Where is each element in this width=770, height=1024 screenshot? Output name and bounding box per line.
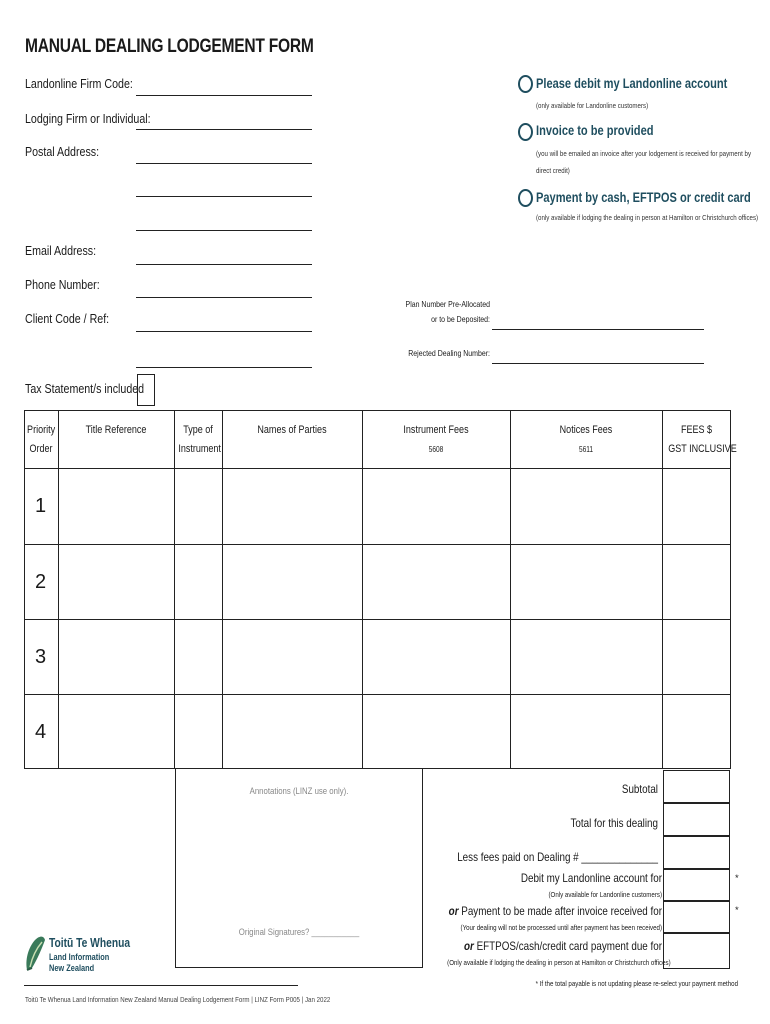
- subtotal-label: Subtotal: [621, 782, 658, 796]
- header-notices-fees-code: 5611: [578, 445, 594, 454]
- client-field-2[interactable]: [136, 367, 312, 368]
- logo-line2: Land Information: [49, 952, 110, 962]
- row-number: 2: [35, 571, 47, 593]
- footer-text: Toitū Te Whenua Land Information New Zealand Manual Dealing Lodgement Form | LINZ Form P005 | Jan 2022: [25, 995, 331, 1004]
- payment-note-invoice-2: direct credit): [536, 166, 570, 175]
- header-type-line2: Instrument: [178, 443, 221, 455]
- cash-label: EFTPOS/cash/credit card payment due for: [476, 939, 662, 953]
- debit-label: Debit my Landonline account for: [520, 871, 662, 885]
- or-text: or: [448, 904, 459, 918]
- plan-number-field[interactable]: [492, 329, 704, 330]
- radio-debit-account[interactable]: [518, 75, 533, 93]
- subtotal-box[interactable]: [663, 770, 730, 803]
- row-number: 3: [35, 646, 47, 668]
- annotations-box: [175, 768, 423, 968]
- postal-field-2[interactable]: [136, 196, 312, 197]
- header-priority-line1: Priority: [27, 424, 56, 436]
- invoice-asterisk: *: [735, 905, 739, 916]
- signatures-label: Original Signatures? ___________: [238, 927, 360, 938]
- header-notices-fees: [510, 421, 662, 459]
- linz-logo-icon: [24, 934, 46, 972]
- payment-note-debit: (only available for Landonline customers): [536, 101, 649, 110]
- table-col-divider: [362, 410, 363, 769]
- phone-field[interactable]: [136, 297, 312, 298]
- invoice-note: (Your dealing will not be processed until after payment has been received): [460, 923, 662, 932]
- payment-note-cash: (only available if lodging the dealing in person at Hamilton or Christchurch offices): [536, 213, 759, 222]
- lodging-label: Lodging Firm or Individual:: [25, 111, 151, 126]
- total-label: Total for this dealing: [570, 816, 658, 830]
- tax-statement-label: Tax Statement/s included: [25, 381, 145, 396]
- radio-cash[interactable]: [518, 189, 533, 207]
- header-parties-text: Names of Parties: [257, 424, 327, 436]
- table-col-divider: [222, 410, 223, 769]
- dealing-table: [24, 410, 737, 769]
- radio-invoice[interactable]: [518, 123, 533, 141]
- header-instrument-fees: [362, 421, 510, 459]
- postal-field-1[interactable]: [136, 163, 312, 164]
- payment-option-debit: Please debit my Landonline account: [536, 76, 728, 91]
- table-col-divider: [510, 410, 511, 769]
- cash-box[interactable]: [663, 933, 730, 969]
- total-box[interactable]: [663, 803, 730, 836]
- phone-label: Phone Number:: [25, 277, 100, 292]
- less-fees-box[interactable]: [663, 836, 730, 869]
- payment-option-cash: Payment by cash, EFTPOS or credit card: [536, 190, 751, 205]
- footer-rule: [24, 985, 298, 986]
- header-type: [174, 421, 222, 459]
- or-text: or: [464, 939, 474, 953]
- table-row-divider: [24, 468, 731, 469]
- header-notices-fees-text: Notices Fees: [559, 424, 613, 436]
- invoice-box[interactable]: [663, 901, 730, 933]
- header-fees: [662, 421, 737, 459]
- tax-statement-checkbox[interactable]: [137, 374, 155, 406]
- cash-line: [447, 939, 662, 953]
- payment-note-invoice: (you will be emailed an invoice after your lodgement is received for payment by: [536, 149, 752, 158]
- rejected-dealing-label: Rejected Dealing Number:: [408, 348, 490, 358]
- header-type-line1: Type of: [183, 424, 213, 436]
- row-number: 4: [35, 721, 47, 743]
- payment-option-invoice: Invoice to be provided: [536, 123, 654, 138]
- table-row-divider: [24, 619, 731, 620]
- client-field[interactable]: [136, 331, 312, 332]
- table-row-divider: [24, 544, 731, 545]
- less-fees-label: Less fees paid on Dealing # ______________: [457, 850, 658, 864]
- debit-note: (Only available for Landonline customers): [548, 890, 662, 899]
- header-instrument-fees-code: 5608: [428, 445, 444, 454]
- header-instrument-fees-text: Instrument Fees: [403, 424, 469, 436]
- firm-code-field[interactable]: [136, 95, 312, 96]
- email-field[interactable]: [136, 264, 312, 265]
- annotations-label: Annotations (LINZ use only).: [249, 786, 349, 797]
- email-label: Email Address:: [25, 243, 97, 258]
- debit-asterisk: *: [735, 873, 739, 884]
- lodging-field[interactable]: [136, 129, 312, 130]
- table-col-divider: [174, 410, 175, 769]
- footnote: * If the total payable is not updating please re-select your payment method: [535, 979, 738, 988]
- row-number: 1: [35, 495, 47, 517]
- client-label: Client Code / Ref:: [25, 311, 110, 326]
- page-title: MANUAL DEALING LODGEMENT FORM: [25, 36, 314, 57]
- header-title-reference-text: Title Reference: [85, 424, 147, 436]
- header-fees-line1: FEES $: [680, 424, 713, 436]
- postal-field-3[interactable]: [136, 230, 312, 231]
- rejected-dealing-field[interactable]: [492, 363, 704, 364]
- cash-note: (Only available if lodging the dealing in person at Hamilton or Christchurch offices): [447, 958, 671, 967]
- table-row-divider: [24, 694, 731, 695]
- debit-box[interactable]: [663, 869, 730, 901]
- invoice-line: [447, 904, 662, 918]
- logo-name: Toitū Te Whenua: [49, 936, 131, 950]
- table-col-divider: [662, 410, 663, 769]
- header-parties: [222, 421, 362, 440]
- invoice-label: Payment to be made after invoice received for: [461, 904, 662, 918]
- table-col-divider: [58, 410, 59, 769]
- header-title-reference: [58, 421, 174, 440]
- plan-number-label-1: Plan Number Pre-Allocated: [405, 299, 490, 309]
- postal-label: Postal Address:: [25, 144, 100, 159]
- header-priority-line2: Order: [29, 443, 53, 455]
- header-fees-line2: GST INCLUSIVE: [668, 443, 737, 455]
- header-priority: [24, 421, 58, 459]
- logo-line3: New Zealand: [49, 963, 95, 973]
- plan-number-label-2: or to be Deposited:: [431, 314, 490, 324]
- firm-code-label: Landonline Firm Code:: [25, 76, 133, 91]
